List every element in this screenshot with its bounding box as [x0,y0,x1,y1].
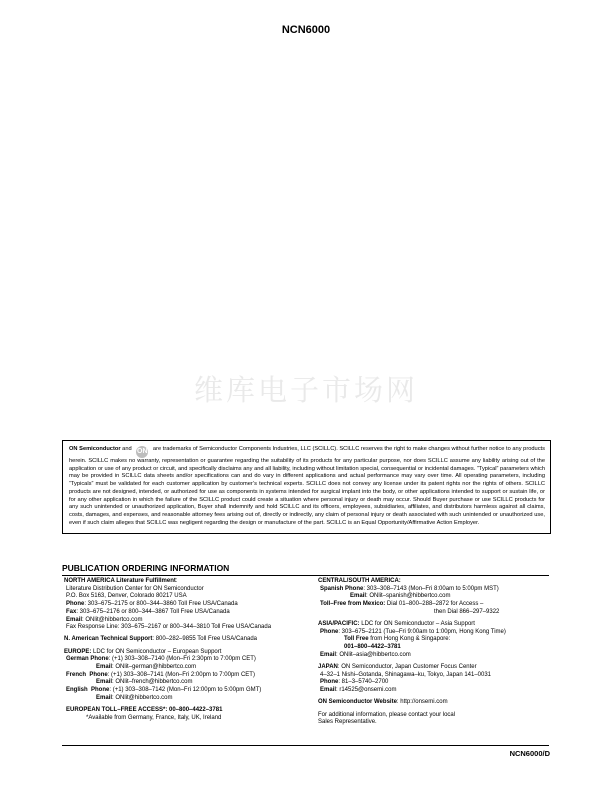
divider-top [62,575,549,576]
european-toll-free: EUROPEAN TOLL–FREE ACCESS*: 00–800–4422–3781 [66,707,223,714]
french-label: French [66,671,87,678]
asia-phone-label: Phone [320,628,339,635]
ordering-info-right-column [318,578,550,727]
tech-support-value: : 800–282–9855 Toll Free USA/Canada [152,636,257,643]
publication-title: PUBLICATION ORDERING INFORMATION [62,563,230,573]
north-america-heading: NORTH AMERICA Literature Fulfillment [64,578,176,584]
japan-phone: : 81–3–5740–2700 [338,679,389,686]
german-email-label: Email [96,664,113,671]
po-box: P.O. Box 5163, Denver, Colorado 80217 USA [66,593,187,600]
asia-toll-free-number: 001–800–4422–3781 [344,644,401,651]
additional-info-line-2: Sales Representative. [318,719,377,726]
europe-heading: EUROPE: [64,648,92,655]
asia-phone: : 303–675–2121 (Tue–Fri 9:00am to 1:00pm, Hong Kong Time) [338,628,506,635]
website-label: ON Semiconductor Website [318,699,397,706]
japan-email[interactable]: : r14525@onsemi.com [336,687,397,694]
additional-info-line-1: For additional information, please contact your local [318,711,456,718]
german-phone: : (+1) 303–308–7140 (Mon–Fri 2:30pm to 7:00pm CET) [108,656,256,663]
german-email[interactable]: : ONlit–german@hibbertco.com [112,664,197,671]
french-email-label: Email [96,679,113,686]
asia-pacific-heading: ASIA/PACIFIC: [318,621,360,628]
disclaimer-company: ON Semiconductor [69,446,121,452]
german-phone-label: German Phone [66,656,109,663]
na-phone-label: Phone [66,601,85,608]
japan-heading-value: : ON Semiconductor, Japan Customer Focus Center [337,664,477,671]
disclaimer-and: and [122,446,132,452]
central-south-america-heading: CENTRAL/SOUTH AMERICA: [318,578,401,584]
asia-toll-free: from Hong Kong & Singapore: [368,636,451,643]
japan-heading: JAPAN [318,664,338,671]
mexico-label: Toll–Free from Mexico: [320,601,386,608]
literature-center: Literature Distribution Center for ON Semiconductor [66,585,204,592]
english-email-label: Email [96,694,113,701]
page-title: NCN6000 [281,24,331,36]
french-email[interactable]: : ONlit–french@hibbertco.com [112,679,193,686]
japan-email-label: Email [320,687,337,694]
mexico-value-2: then Dial 866–297–9322 [434,608,500,615]
document-number: NCN6000/D [509,749,550,758]
spanish-phone: : 303–308–7143 (Mon–Fri 8:00am to 5:00pm MST) [363,585,499,592]
japan-address: 4–32–1 Nishi–Gotanda, Shinagawa–ku, Tokyo, Japan 141–0031 [320,671,492,678]
disclaimer-body: are trademarks of Semiconductor Components Industries, LLC (SCILLC). SCILLC reserves the right to make changes without further notice to any products herein. SCILLC makes no warranty, representation or guarantee regarding the suitability of its products for any particular purpose, nor does SCILLC assume any liability arising out of the application or use of any product or circuit, and specifically disclaims any and all liability, including without limitation special, consequential or incidental damages. “Typical” parameters which may be provided in SCILLC data sheets and/or specifications can and do vary in different applications and actual performance may vary over time. All operating parameters, including “Typicals” must be validated for each customer application by customer’s technical experts. SCILLC does not convey any license under its patent rights nor the rights of others. SCILLC products are not designed, intended, or authorized for use as components in systems intended for surgical implant into the body, or other applications intended to support or sustain life, or for any other application in which the failure of the SCILLC product could create a situation where personal injury or death may occur. Should Buyer purchase or use SCILLC products for any such unintended or unauthorized application, Buyer shall indemnify and hold SCILLC and its officers, employees, subsidiaries, affiliates, and distributors harmless against all claims, costs, damages, and expenses, and reasonable attorney fees arising out of, directly or indirectly, any claim of personal injury or death associated with such unintended or unauthorized use, even if such claim alleges that SCILLC was negligent regarding the design or manufacture of the part. SCILLC is an Equal Opportunity/Affirmative Action Employer. [69,446,545,526]
asia-toll-free-label: Toll Free [344,636,369,643]
ordering-info-left-column [64,578,324,722]
spanish-phone-label: Spanish Phone [320,585,364,592]
french-phone: : (+1) 303–308–7141 (Mon–Fri 2:00pm to 7:00pm CET) [107,671,255,678]
toll-free-note: *Available from Germany, France, Italy, UK, Ireland [86,714,222,721]
french-phone-label: Phone [89,671,108,678]
asia-email[interactable]: : ONlit–asia@hibbertco.com [336,651,411,658]
watermark-text: 维库电子市场网 [193,373,418,407]
english-label: English [66,687,88,694]
english-email[interactable]: : ONlit@hibbertco.com [112,694,173,701]
na-email-label: Email [66,616,83,623]
divider-bottom [62,745,549,746]
on-logo-icon: ON [136,446,148,458]
na-phone: : 303–675–2175 or 800–344–3860 Toll Free USA/Canada [84,601,238,608]
spanish-email-label: Email [350,593,367,600]
na-fax-label: Fax [66,608,77,615]
europe-heading-value: LDC for ON Semiconductor – European Support [91,648,222,655]
asia-pacific-heading-value: LDC for ON Semiconductor – Asia Support [359,621,475,628]
english-phone-label: Phone [91,687,110,694]
japan-phone-label: Phone [320,679,339,686]
mexico-value: Dial 01–800–288–2872 for Access – [385,601,484,608]
spanish-email[interactable]: : ONlit–spanish@hibbertco.com [366,593,451,600]
disclaimer-box [62,440,551,534]
tech-support-label: N. American Technical Support [64,636,153,643]
website-link[interactable]: : http://onsemi.com [396,699,448,706]
fax-response-line: Fax Response Line: 303–675–2167 or 800–344–3810 Toll Free USA/Canada [66,624,272,631]
english-phone: : (+1) 303–308–7142 (Mon–Fri 12:00pm to 5:00pm GMT) [109,687,262,694]
asia-email-label: Email [320,651,337,658]
north-america-colon: : [175,578,178,584]
na-fax: : 303–675–2176 or 800–344–3867 Toll Free USA/Canada [76,608,230,615]
disclaimer-text [69,446,545,527]
na-email[interactable]: : ONlit@hibbertco.com [82,616,143,623]
